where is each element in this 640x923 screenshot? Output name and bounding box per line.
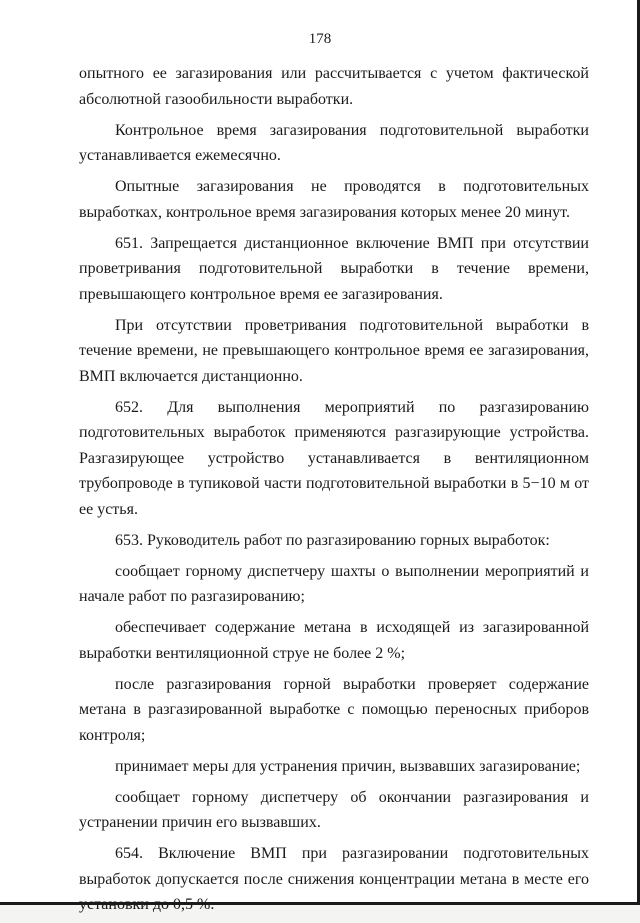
- list-item-eliminate-causes: принимает меры для устранения причин, вызвавших загазирование;: [115, 757, 581, 775]
- clause-653: 653. Руководитель работ по разгазированию горных выработок:: [115, 531, 550, 549]
- paragraph-control-time: Контрольное время загазирования подготовительной выработки устанавливается ежемесячно.: [79, 121, 589, 164]
- list-item-report-completion: сообщает горному диспетчеру об окончании разгазирования и устранении причин его вызвавших.: [79, 788, 589, 831]
- clause-652: 652. Для выполнения мероприятий по разгазированию подготовительных выработок применяются разгазирующие устройства. Разгазирующее устройство устанавливается в вентиляционном трубопроводе в тупиковой части подготовительной выработки в 5−10 м от ее устья.: [79, 398, 589, 518]
- paragraph-continuation: опытного ее загазирования или рассчитывается с учетом фактической абсолютной газообильности выработки.: [79, 65, 589, 108]
- paragraph-remote-start: При отсутствии проветривания подготовительной выработки в течение времени, не превышающего контрольное время ее загазирования, ВМП включается дистанционно.: [79, 316, 589, 385]
- clause-651: 651. Запрещается дистанционное включение ВМП при отсутствии проветривания подготовительной выработки в течение времени, превышающего контрольное время ее загазирования.: [79, 234, 589, 303]
- clause-654: 654. Включение ВМП при разгазировании подготовительных выработок допускается после снижения концентрации метана в месте его: [79, 845, 589, 888]
- paragraph-experimental-gassing: Опытные загазирования не проводятся в подготовительных выработках, контрольное время загазирования которых менее 20 минут.: [79, 178, 589, 221]
- list-item-report-dispatcher: сообщает горному диспетчеру шахты о выполнении мероприятий и начале работ по разгазированию;: [79, 562, 589, 605]
- list-item-methane-limit: обеспечивает содержание метана в исходящей из загазированной выработки вентиляционной струе не более 2 %;: [79, 619, 589, 662]
- list-item-check-methane: после разгазирования горной выработки проверяет содержание метана в разгазированной выработке с помощью переносных приборов контроля;: [79, 675, 589, 744]
- document-body: [79, 61, 589, 923]
- page-number: 178: [308, 31, 332, 47]
